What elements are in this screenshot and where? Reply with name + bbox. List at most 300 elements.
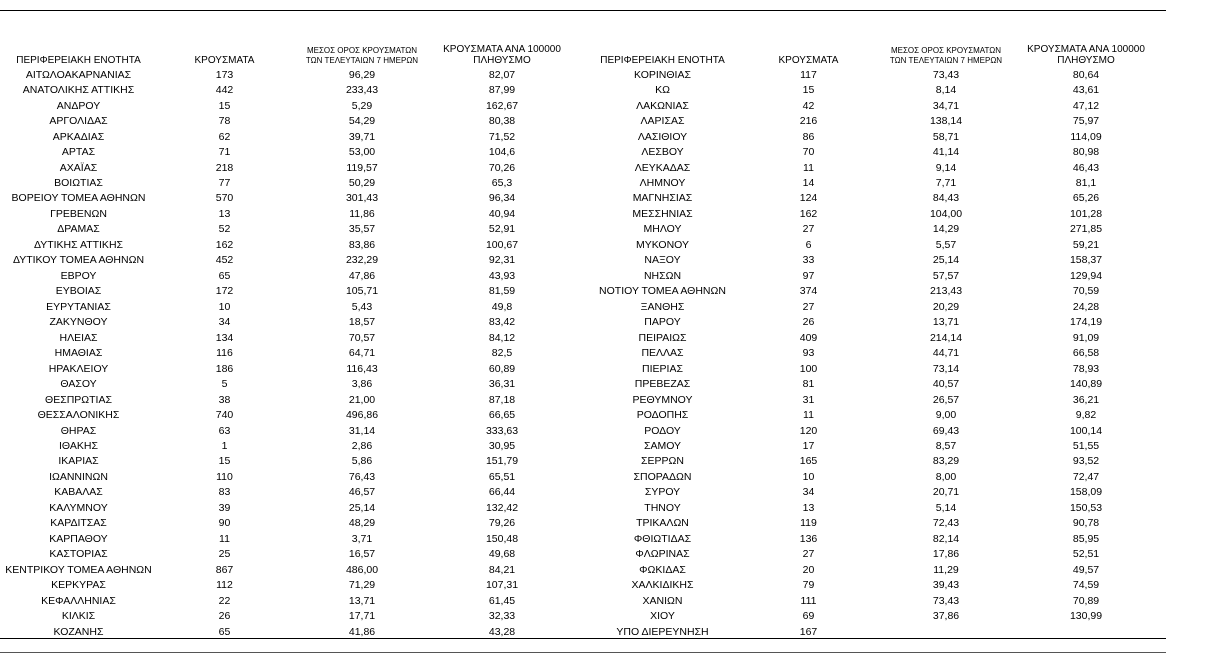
- avg7-value: 3,71: [351, 532, 373, 545]
- avg7-value: 46,57: [348, 486, 376, 499]
- region-name: ΑΡΓΟΛΙΔΑΣ: [49, 115, 108, 128]
- avg7-value: 20,29: [932, 300, 960, 313]
- per100k-value: 65,51: [488, 470, 516, 483]
- table-row: [584, 454, 1156, 469]
- table-row: [0, 299, 572, 314]
- avg7-value: 13,71: [932, 316, 960, 329]
- table-row: [584, 315, 1156, 330]
- table-row: [0, 129, 572, 144]
- per100k-value: 271,85: [1069, 223, 1103, 236]
- cases-value: 34: [218, 316, 231, 329]
- cases-value: 27: [802, 223, 815, 236]
- table-row: [0, 144, 572, 159]
- table-row: [0, 438, 572, 453]
- region-name: ΘΑΣΟΥ: [60, 378, 97, 391]
- per100k-value: 66,58: [1072, 347, 1100, 360]
- per100k-value: 84,21: [488, 563, 516, 576]
- table-row: [584, 175, 1156, 190]
- region-name: ΜΥΚΟΝΟΥ: [635, 238, 689, 251]
- per100k-value: 96,34: [488, 192, 516, 205]
- table-row: [0, 376, 572, 391]
- table-row: [0, 577, 572, 592]
- avg7-value: 40,57: [932, 378, 960, 391]
- per100k-value: 43,61: [1072, 84, 1100, 97]
- table-row: [0, 407, 572, 422]
- header-avg-line2: ΤΩΝ ΤΕΛΕΥΤΑΙΩΝ 7 ΗΜΕΡΩΝ: [305, 56, 419, 65]
- avg7-value: 37,86: [932, 610, 960, 623]
- per100k-value: 30,95: [488, 439, 516, 452]
- cases-value: 409: [799, 331, 818, 344]
- per100k-value: 9,82: [1075, 409, 1097, 422]
- region-name: ΘΕΣΠΡΩΤΙΑΣ: [45, 393, 112, 406]
- avg7-value: 82,14: [932, 532, 960, 545]
- avg7-value: 486,00: [345, 563, 379, 576]
- cases-value: 33: [802, 254, 815, 267]
- region-name: ΣΠΟΡΑΔΩΝ: [633, 470, 692, 483]
- per100k-value: 79,26: [488, 517, 516, 530]
- avg7-value: 50,29: [348, 177, 376, 190]
- per100k-value: 60,89: [488, 362, 516, 375]
- cases-value: 570: [215, 192, 234, 205]
- region-name: ΚΕΦΑΛΛΗΝΙΑΣ: [41, 594, 116, 607]
- avg7-value: 104,00: [929, 207, 963, 220]
- per100k-value: 82,5: [491, 347, 513, 360]
- avg7-value: 232,29: [345, 254, 379, 267]
- cases-value: 186: [215, 362, 234, 375]
- table-row: [584, 547, 1156, 562]
- region-name: ΘΕΣΣΑΛΟΝΙΚΗΣ: [37, 409, 120, 422]
- per100k-value: 81,59: [488, 285, 516, 298]
- avg7-value: 58,71: [932, 130, 960, 143]
- region-name: ΑΝΑΤΟΛΙΚΗΣ ΑΤΤΙΚΗΣ: [22, 84, 135, 97]
- cases-value: 83: [218, 486, 231, 499]
- avg7-value: 21,00: [348, 393, 376, 406]
- avg7-value: 2,86: [351, 439, 373, 452]
- right-table: [584, 36, 1156, 639]
- avg7-value: 214,14: [929, 331, 963, 344]
- header-per100k-line1: ΚΡΟΥΣΜΑΤΑ ΑΝΑ 100000: [1027, 44, 1145, 55]
- per100k-value: 129,94: [1069, 269, 1103, 282]
- per100k-value: 52,91: [488, 223, 516, 236]
- table-row: [0, 608, 572, 623]
- per100k-value: 100,67: [485, 238, 519, 251]
- per100k-value: 51,55: [1072, 439, 1100, 452]
- cases-value: 15: [218, 455, 231, 468]
- region-name: ΚΕΡΚΥΡΑΣ: [51, 579, 106, 592]
- cases-value: 39: [218, 501, 231, 514]
- table-row: [0, 392, 572, 407]
- cases-value: 77: [218, 177, 231, 190]
- region-name: ΒΟΙΩΤΙΑΣ: [54, 177, 103, 190]
- cases-value: 1: [221, 439, 228, 452]
- cases-value: 14: [802, 177, 815, 190]
- cases-value: 27: [802, 548, 815, 561]
- table-row: [584, 361, 1156, 376]
- bottom-rule-2: [0, 652, 1166, 653]
- region-name: ΣΕΡΡΩΝ: [641, 455, 684, 468]
- avg7-value: 69,43: [932, 424, 960, 437]
- avg7-value: 44,71: [932, 347, 960, 360]
- table-row: [584, 516, 1156, 531]
- avg7-value: 13,71: [348, 594, 376, 607]
- table-row: [584, 237, 1156, 252]
- cases-value: 13: [802, 501, 815, 514]
- table-row: [584, 376, 1156, 391]
- cases-value: 42: [802, 99, 815, 112]
- header-per100k: [432, 44, 572, 66]
- avg7-value: 73,43: [932, 594, 960, 607]
- table-row: [584, 392, 1156, 407]
- per100k-value: 70,59: [1072, 285, 1100, 298]
- table-row: [584, 593, 1156, 608]
- table-row: [0, 237, 572, 252]
- table-row: [0, 454, 572, 469]
- region-name: ΠΙΕΡΙΑΣ: [642, 362, 683, 375]
- avg7-value: 5,29: [351, 99, 373, 112]
- per100k-value: 130,99: [1069, 610, 1103, 623]
- per100k-value: 80,38: [488, 115, 516, 128]
- table-row: [0, 516, 572, 531]
- region-name: ΙΚΑΡΙΑΣ: [58, 455, 99, 468]
- region-name: ΚΟΡΙΝΘΙΑΣ: [634, 68, 691, 81]
- header-per100k-line2: ΠΛΗΘΥΣΜΟ: [473, 55, 531, 66]
- region-name: ΚΑΡΔΙΤΣΑΣ: [50, 517, 107, 530]
- avg7-value: 41,14: [932, 146, 960, 159]
- avg7-value: 83,29: [932, 455, 960, 468]
- per100k-value: 90,78: [1072, 517, 1100, 530]
- avg7-value: 9,00: [935, 409, 957, 422]
- table-row: [0, 160, 572, 175]
- cases-value: 65: [218, 625, 231, 638]
- region-name: ΛΕΣΒΟΥ: [641, 146, 684, 159]
- avg7-value: 57,57: [932, 269, 960, 282]
- cases-value: 867: [215, 563, 234, 576]
- cases-value: 162: [799, 207, 818, 220]
- region-name: ΠΑΡΟΥ: [644, 316, 681, 329]
- region-name: ΑΡΚΑΔΙΑΣ: [52, 130, 105, 143]
- avg7-value: 8,00: [935, 470, 957, 483]
- header-per100k-line1: ΚΡΟΥΣΜΑΤΑ ΑΝΑ 100000: [443, 44, 561, 55]
- region-name: ΠΡΕΒΕΖΑΣ: [634, 378, 691, 391]
- avg7-value: 14,29: [932, 223, 960, 236]
- avg7-value: 7,71: [935, 177, 957, 190]
- avg7-value: 39,71: [348, 130, 376, 143]
- cases-value: 27: [802, 300, 815, 313]
- table-row: [0, 345, 572, 360]
- avg7-value: 64,71: [348, 347, 376, 360]
- per100k-value: 70,89: [1072, 594, 1100, 607]
- region-name: ΛΗΜΝΟΥ: [639, 177, 686, 190]
- cases-value: 110: [216, 470, 233, 483]
- avg7-value: 31,14: [348, 424, 376, 437]
- header-avg-line1: ΜΕΣΟΣ ΟΡΟΣ ΚΡΟΥΣΜΑΤΩΝ: [306, 46, 418, 55]
- region-name: ΧΙΟΥ: [650, 610, 675, 623]
- cases-value: 374: [799, 285, 818, 298]
- cases-value: 10: [218, 300, 231, 313]
- header-avg: [876, 46, 1016, 66]
- cases-value: 162: [215, 238, 234, 251]
- avg7-value: 9,14: [935, 161, 957, 174]
- per100k-value: 52,51: [1072, 548, 1100, 561]
- cases-value: 70: [802, 146, 815, 159]
- header-per100k-line2: ΠΛΗΘΥΣΜΟ: [1057, 55, 1115, 66]
- region-name: ΕΥΒΟΙΑΣ: [55, 285, 102, 298]
- table-row: [584, 144, 1156, 159]
- cases-value: 116: [216, 347, 233, 360]
- header-region: ΠΕΡΙΦΕΡΕΙΑΚΗ ΕΝΟΤΗΤΑ: [16, 55, 141, 66]
- region-name: ΜΕΣΣΗΝΙΑΣ: [632, 207, 693, 220]
- region-name: ΣΥΡΟΥ: [644, 486, 681, 499]
- table-row: [584, 98, 1156, 113]
- region-name: ΞΑΝΘΗΣ: [640, 300, 685, 313]
- region-name: ΝΑΞΟΥ: [644, 254, 681, 267]
- per100k-value: 104,6: [488, 146, 516, 159]
- per100k-value: 49,57: [1072, 563, 1100, 576]
- region-name: ΛΑΣΙΘΙΟΥ: [637, 130, 688, 143]
- table-row: [0, 315, 572, 330]
- avg7-value: 138,14: [929, 115, 963, 128]
- avg7-value: 73,43: [932, 68, 960, 81]
- region-name: ΓΡΕΒΕΝΩΝ: [50, 207, 107, 220]
- header-per100k: [1016, 44, 1156, 66]
- cases-value: 172: [215, 285, 234, 298]
- region-name: ΑΡΤΑΣ: [61, 146, 96, 159]
- cases-value: 136: [799, 532, 818, 545]
- cases-value: 26: [218, 610, 231, 623]
- header-avg: [292, 46, 432, 66]
- left-header: [0, 36, 572, 67]
- table-row: [584, 562, 1156, 577]
- avg7-value: 41,86: [348, 625, 376, 638]
- table-row: [0, 531, 572, 546]
- cases-value: 90: [218, 517, 231, 530]
- table-row: [584, 423, 1156, 438]
- table-row: [584, 330, 1156, 345]
- bottom-rule: [0, 638, 1166, 639]
- avg7-value: 16,57: [348, 548, 376, 561]
- cases-value: 218: [215, 161, 234, 174]
- header-cases: ΚΡΟΥΣΜΑΤΑ: [194, 55, 255, 66]
- avg7-value: 20,71: [932, 486, 960, 499]
- avg7-value: 83,86: [348, 238, 376, 251]
- per100k-value: 92,31: [488, 254, 516, 267]
- region-name: ΜΗΛΟΥ: [643, 223, 682, 236]
- left-rows: [0, 67, 572, 639]
- region-name: ΗΡΑΚΛΕΙΟΥ: [48, 362, 109, 375]
- cases-value: 452: [215, 254, 234, 267]
- region-name: ΡΟΔΟΥ: [644, 424, 681, 437]
- avg7-value: 96,29: [348, 68, 376, 81]
- cases-value: 11: [803, 161, 814, 174]
- region-name: ΝΟΤΙΟΥ ΤΟΜΕΑ ΑΘΗΝΩΝ: [599, 285, 726, 298]
- per100k-value: 59,21: [1072, 238, 1100, 251]
- table-row: [584, 485, 1156, 500]
- per100k-value: 66,65: [488, 409, 516, 422]
- region-name: ΥΠΟ ΔΙΕΡΕΥΝΗΣΗ: [616, 625, 709, 638]
- table-row: [584, 82, 1156, 97]
- table-row: [0, 500, 572, 515]
- avg7-value: 72,43: [932, 517, 960, 530]
- table-row: [584, 253, 1156, 268]
- table-row: [0, 175, 572, 190]
- table-row: [584, 577, 1156, 592]
- table-row: [584, 438, 1156, 453]
- avg7-value: 53,00: [348, 146, 376, 159]
- cases-value: 5: [221, 378, 228, 391]
- per100k-value: 91,09: [1072, 331, 1100, 344]
- per100k-value: 80,64: [1072, 68, 1100, 81]
- avg7-value: 39,43: [932, 579, 960, 592]
- region-name: ΙΩΑΝΝΙΝΩΝ: [49, 470, 108, 483]
- table-row: [0, 562, 572, 577]
- table-row: [0, 98, 572, 113]
- region-name: ΧΑΝΙΩΝ: [642, 594, 683, 607]
- cases-value: 6: [805, 238, 812, 251]
- cases-value: 10: [802, 470, 815, 483]
- region-name: ΛΑΡΙΣΑΣ: [640, 115, 685, 128]
- per100k-value: 107,31: [485, 579, 519, 592]
- table-row: [0, 361, 572, 376]
- avg7-value: 54,29: [348, 115, 376, 128]
- cases-value: 120: [799, 424, 818, 437]
- avg7-value: 5,14: [935, 501, 957, 514]
- cases-value: 117: [800, 68, 817, 81]
- per100k-value: 84,12: [488, 331, 516, 344]
- table-row: [584, 531, 1156, 546]
- avg7-value: 35,57: [348, 223, 376, 236]
- per100k-value: 114,09: [1070, 130, 1102, 143]
- cases-value: 112: [216, 579, 233, 592]
- cases-value: 63: [218, 424, 231, 437]
- per100k-value: 333,63: [485, 424, 519, 437]
- cases-value: 25: [218, 548, 231, 561]
- avg7-value: 119,57: [346, 161, 378, 174]
- avg7-value: 17,71: [348, 610, 376, 623]
- per100k-value: 32,33: [488, 610, 516, 623]
- table-row: [0, 485, 572, 500]
- cases-value: 69: [802, 610, 815, 623]
- per100k-value: 83,42: [488, 316, 516, 329]
- table-row: [584, 500, 1156, 515]
- right-rows: [584, 67, 1156, 639]
- cases-value: 20: [802, 563, 815, 576]
- per100k-value: 43,93: [488, 269, 516, 282]
- per100k-value: 140,89: [1069, 378, 1103, 391]
- cases-value: 15: [218, 99, 231, 112]
- region-name: ΝΗΣΩΝ: [643, 269, 682, 282]
- region-name: ΘΗΡΑΣ: [60, 424, 97, 437]
- header-avg-line2: ΤΩΝ ΤΕΛΕΥΤΑΙΩΝ 7 ΗΜΕΡΩΝ: [889, 56, 1003, 65]
- cases-value: 71: [218, 146, 231, 159]
- per100k-value: 46,43: [1072, 161, 1100, 174]
- region-name: ΖΑΚΥΝΘΟΥ: [49, 316, 108, 329]
- per100k-value: 47,12: [1072, 99, 1100, 112]
- cases-value: 15: [802, 84, 815, 97]
- cases-value: 11: [803, 409, 814, 422]
- cases-value: 78: [218, 115, 231, 128]
- avg7-value: 47,86: [348, 269, 376, 282]
- per100k-value: 80,98: [1072, 146, 1100, 159]
- table-row: [584, 206, 1156, 221]
- region-name: ΜΑΓΝΗΣΙΑΣ: [632, 192, 693, 205]
- cases-value: 31: [802, 393, 815, 406]
- per100k-value: 151,79: [485, 455, 519, 468]
- per100k-value: 71,52: [488, 130, 516, 143]
- per100k-value: 100,14: [1069, 424, 1103, 437]
- per100k-value: 87,99: [488, 84, 516, 97]
- header-avg-line1: ΜΕΣΟΣ ΟΡΟΣ ΚΡΟΥΣΜΑΤΩΝ: [890, 46, 1002, 55]
- region-name: ΑΙΤΩΛΟΑΚΑΡΝΑΝΙΑΣ: [25, 68, 132, 81]
- per100k-value: 174,19: [1069, 316, 1103, 329]
- per100k-value: 66,44: [488, 486, 516, 499]
- per100k-value: 78,93: [1072, 362, 1100, 375]
- region-name: ΙΘΑΚΗΣ: [59, 439, 98, 452]
- per100k-value: 85,95: [1072, 532, 1100, 545]
- table-row: [584, 222, 1156, 237]
- table-row: [0, 222, 572, 237]
- cases-value: 165: [799, 455, 818, 468]
- region-name: ΕΥΡΥΤΑΝΙΑΣ: [46, 300, 111, 313]
- per100k-value: 132,42: [485, 501, 519, 514]
- avg7-value: 11,86: [349, 207, 375, 220]
- avg7-value: 84,43: [932, 192, 960, 205]
- per100k-value: 65,26: [1072, 192, 1100, 205]
- avg7-value: 496,86: [345, 409, 379, 422]
- table-row: [584, 407, 1156, 422]
- cases-value: 134: [215, 331, 234, 344]
- region-name: ΚΑΛΥΜΝΟΥ: [49, 501, 108, 514]
- per100k-value: 24,28: [1072, 300, 1100, 313]
- region-name: ΤΡΙΚΑΛΩΝ: [636, 517, 689, 530]
- table-row: [0, 206, 572, 221]
- avg7-value: 116,43: [346, 362, 378, 375]
- avg7-value: 25,14: [932, 254, 960, 267]
- avg7-value: 25,14: [348, 501, 376, 514]
- table-row: [584, 268, 1156, 283]
- cases-value: 17: [802, 439, 815, 452]
- cases-value: 167: [799, 625, 818, 638]
- region-name: ΤΗΝΟΥ: [644, 501, 681, 514]
- table-row: [584, 160, 1156, 175]
- region-name: ΧΑΛΚΙΔΙΚΗΣ: [631, 579, 694, 592]
- per100k-value: 43,28: [488, 625, 516, 638]
- header-cases: ΚΡΟΥΣΜΑΤΑ: [778, 55, 839, 66]
- cases-value: 173: [215, 68, 234, 81]
- per100k-value: 49,68: [488, 548, 516, 561]
- table-row: [0, 547, 572, 562]
- table-row: [584, 469, 1156, 484]
- region-name: ΚΕΝΤΡΙΚΟΥ ΤΟΜΕΑ ΑΘΗΝΩΝ: [5, 563, 152, 576]
- region-name: ΛΕΥΚΑΔΑΣ: [634, 161, 691, 174]
- cases-value: 11: [219, 532, 230, 545]
- per100k-value: 70,26: [488, 161, 516, 174]
- per100k-value: 81,1: [1075, 177, 1097, 190]
- table-row: [0, 191, 572, 206]
- avg7-value: 70,57: [348, 331, 376, 344]
- table-row: [0, 268, 572, 283]
- cases-value: 93: [802, 347, 815, 360]
- table-row: [584, 345, 1156, 360]
- region-name: ΚΙΛΚΙΣ: [61, 610, 96, 623]
- cases-value: 13: [218, 207, 231, 220]
- region-name: ΑΧΑΪΑΣ: [59, 161, 98, 174]
- cases-value: 86: [802, 130, 815, 143]
- per100k-value: 36,31: [488, 378, 516, 391]
- cases-value: 124: [799, 192, 818, 205]
- avg7-value: 301,43: [345, 192, 379, 205]
- avg7-value: 76,43: [348, 470, 376, 483]
- region-name: ΣΑΜΟΥ: [643, 439, 682, 452]
